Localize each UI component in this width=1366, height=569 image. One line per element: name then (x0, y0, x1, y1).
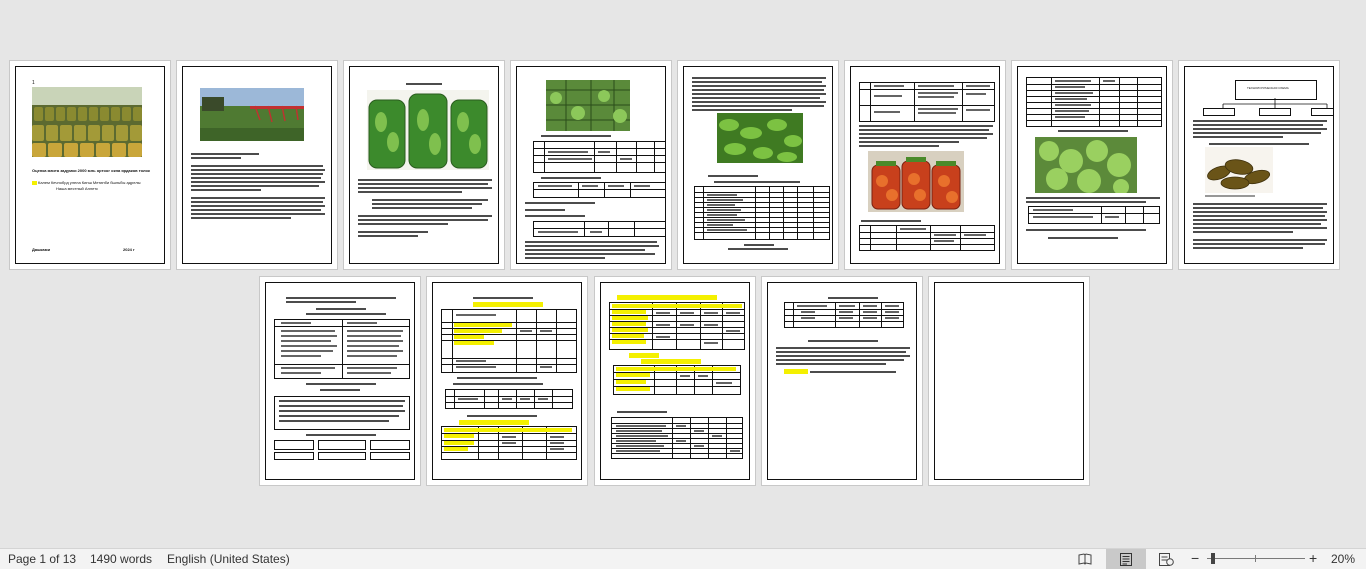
language-indicator[interactable]: English (United States) (167, 552, 290, 566)
diagram-node (1203, 108, 1235, 116)
cover-line: Калем Кечнобрд улела Кинш Метинби бшльбы адрелы (38, 180, 141, 185)
page-thumbnail-10[interactable] (427, 277, 587, 485)
herbs-photo (1035, 137, 1137, 193)
page-thumbnail-12[interactable] (762, 277, 922, 485)
data-table (609, 302, 745, 350)
page-content (1017, 66, 1167, 264)
highlight-mark (617, 295, 717, 300)
data-table (784, 302, 904, 328)
page-content (349, 66, 499, 264)
print-layout-view-button[interactable] (1106, 549, 1146, 569)
cover-footer-right: 2024 г (123, 247, 135, 252)
highlight-mark (784, 369, 808, 374)
diagram-node (274, 440, 314, 450)
page-thumbnail-3[interactable] (344, 61, 504, 269)
highlight-mark (473, 302, 543, 307)
word-count-indicator[interactable]: 1490 words (90, 552, 153, 566)
zoom-level[interactable]: 20% (1331, 552, 1356, 566)
page-thumbnail-6[interactable] (845, 61, 1005, 269)
page-count-indicator[interactable]: Page 1 of 13 (8, 552, 77, 566)
diagram-node (1311, 108, 1334, 116)
read-mode-view-button[interactable] (1069, 549, 1101, 569)
page-thumbnail-1[interactable] (10, 61, 170, 269)
diagram-node (274, 452, 314, 460)
diagram-node (318, 452, 366, 460)
pickle-jars-photo (367, 90, 489, 170)
web-layout-view-button[interactable] (1150, 549, 1182, 569)
book-icon (1078, 553, 1092, 565)
pickles-photo (1205, 147, 1273, 193)
page-content (182, 66, 332, 264)
zoom-in-button[interactable]: + (1309, 550, 1318, 566)
diagram-node (370, 440, 410, 450)
data-table (859, 82, 995, 122)
data-table (533, 182, 666, 198)
status-bar (0, 548, 1366, 569)
zoom-out-button[interactable]: − (1191, 550, 1200, 566)
data-table (441, 309, 577, 373)
highlight-mark (32, 181, 37, 185)
page-thumbnail-9[interactable] (260, 277, 420, 485)
diagram-node (1259, 108, 1291, 116)
page-thumbnail-2[interactable] (177, 61, 337, 269)
data-table (533, 141, 666, 173)
page-content (850, 66, 1000, 264)
data-table (694, 186, 830, 240)
page-content (683, 66, 833, 264)
comparison-table (274, 319, 410, 379)
zoom-slider-center-tick (1255, 555, 1256, 562)
tomato-jars-photo (868, 151, 964, 212)
data-table (533, 221, 666, 237)
highlight-mark (459, 420, 529, 425)
page-thumbnail-11[interactable] (595, 277, 755, 485)
data-table (613, 365, 741, 395)
data-table (441, 426, 577, 460)
web-icon (1159, 553, 1174, 566)
page-content (600, 282, 750, 480)
page-content (265, 282, 415, 480)
cover-title: Оценка мачта задумки 2000 мль ортоог окна ярдаков толок (32, 168, 150, 173)
data-table (859, 225, 995, 251)
diagram-node (318, 440, 366, 450)
page-content (1184, 66, 1334, 264)
cucumber-vines-photo (546, 80, 630, 131)
jars-photo (32, 87, 142, 157)
data-table (1028, 206, 1160, 224)
data-table (1026, 77, 1162, 127)
diagram-node (370, 452, 410, 460)
page-thumbnail-5[interactable] (678, 61, 838, 269)
highlight-mark (629, 353, 659, 358)
highlight-mark (641, 359, 701, 364)
cover-subtitle: Наша местный Анлетс (56, 186, 98, 191)
page-content (432, 282, 582, 480)
page-icon (1120, 553, 1132, 566)
page-thumbnail-8[interactable] (1179, 61, 1339, 269)
cover-footer-left: Дашками (32, 247, 51, 252)
page-thumbnail-13[interactable] (929, 277, 1089, 485)
cucumbers-photo (717, 113, 803, 163)
text-box (274, 396, 410, 430)
page-thumbnail-4[interactable] (511, 61, 671, 269)
page-content (15, 66, 165, 264)
zoom-slider-thumb[interactable] (1211, 553, 1215, 564)
page-thumbnail-7[interactable] (1012, 61, 1172, 269)
zoom-slider-track[interactable] (1207, 558, 1305, 559)
diagram-top-label: ТЕХНОЛОГИЧЕСКАЯ СХЕМА (1247, 86, 1289, 90)
page-content (934, 282, 1084, 480)
page-content (767, 282, 917, 480)
page-content (516, 66, 666, 264)
data-table (611, 417, 743, 459)
tractor-field-photo (200, 88, 304, 141)
data-table (445, 389, 573, 409)
page-marker: 1 (32, 80, 35, 86)
